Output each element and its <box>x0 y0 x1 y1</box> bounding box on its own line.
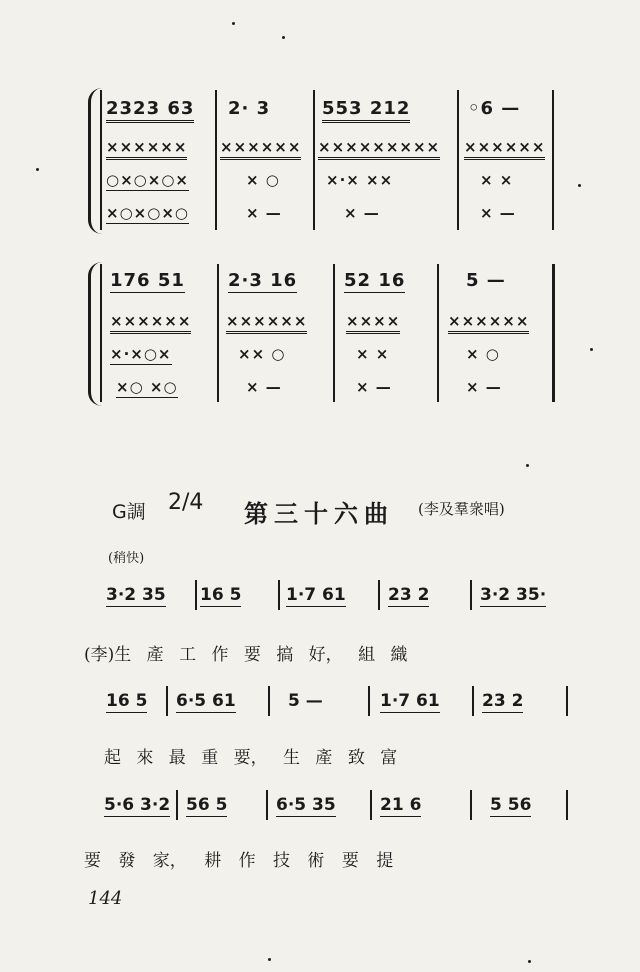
l2-bar-2 <box>268 686 270 716</box>
system1-start-bar <box>100 90 102 230</box>
l3-n5: 5 56 <box>490 795 532 815</box>
key-signature: G調 <box>112 501 146 523</box>
l3-n2: 56 5 <box>186 795 228 815</box>
s2-p1-4: ×××××× <box>448 312 529 334</box>
l2-bar-3 <box>368 686 370 716</box>
l3-lyrics: 要 發 家， 耕 作 技 術 要 提 <box>84 851 394 871</box>
l2-n1: 16 5 <box>106 691 148 711</box>
s2-p2-4: × ○ <box>466 345 500 363</box>
s1-p3-4: × — <box>480 204 516 222</box>
l2-n4: 1·7 61 <box>380 691 440 711</box>
system2-bar-2 <box>333 264 335 402</box>
s1-p2-3: ×·× ×× <box>326 171 394 189</box>
s1-p1-2: ×××××× <box>220 138 301 160</box>
s2-m2: 2·3 16 <box>228 270 298 291</box>
s2-p2-1: ×·×○× <box>110 345 172 363</box>
l3-bar-2 <box>266 790 268 820</box>
scan-speck <box>578 184 581 187</box>
system2-bar-1 <box>217 264 219 402</box>
l3-n1: 5·6 3·2 <box>104 795 171 815</box>
time-signature: 2/4 <box>168 490 204 515</box>
system1-bar-1 <box>215 90 217 230</box>
s2-p2-2: ×× ○ <box>238 345 286 363</box>
system2-end-bar <box>552 264 555 402</box>
s2-p1-3: ×××× <box>346 312 400 334</box>
s1-p1-4: ×××××× <box>464 138 545 160</box>
s1-p2-1: ○×○×○× <box>106 171 189 189</box>
scan-speck <box>282 36 285 39</box>
tempo-marking: (稍快) <box>108 551 145 566</box>
system1-bar-2 <box>313 90 315 230</box>
s1-p1-3: ××××××××× <box>318 138 440 160</box>
s1-m1: 2323 63 <box>106 98 194 123</box>
l2-n5: 23 2 <box>482 691 524 711</box>
system2-start-bar <box>100 264 102 402</box>
s2-m3: 52 16 <box>344 270 406 291</box>
scan-speck <box>590 348 593 351</box>
s1-p3-1: ×○×○×○ <box>106 204 189 222</box>
system2-brace <box>88 262 105 406</box>
l2-bar-4 <box>472 686 474 716</box>
s1-p3-3: × — <box>344 204 380 222</box>
l1-bar-4 <box>470 580 472 610</box>
scan-speck <box>232 22 235 25</box>
system1-bar-3 <box>457 90 459 230</box>
l3-bar-5 <box>566 790 568 820</box>
s2-p3-3: × — <box>356 378 392 396</box>
s2-p1-2: ×××××× <box>226 312 307 334</box>
l1-n3: 1·7 61 <box>286 585 346 605</box>
scan-speck <box>526 464 529 467</box>
l1-bar-3 <box>378 580 380 610</box>
l3-bar-4 <box>470 790 472 820</box>
l1-n4: 23 2 <box>388 585 430 605</box>
l2-n3: 5 — <box>288 691 323 711</box>
l2-bar-1 <box>166 686 168 716</box>
s2-p3-4: × — <box>466 378 502 396</box>
s1-m3: 553 212 <box>322 98 410 123</box>
system1-end-bar <box>552 90 554 230</box>
l2-lyrics: 起 來 最 重 要， 生 產 致 富 <box>104 748 398 768</box>
s2-m4: 5 — <box>466 270 506 291</box>
l1-n2: 16 5 <box>200 585 242 605</box>
l1-n5: 3·2 35· <box>480 585 547 605</box>
s1-p2-4: × × <box>480 171 514 189</box>
s1-m2: 2· 3 <box>228 98 271 119</box>
s1-p1-1: ×××××× <box>106 138 187 160</box>
system1-brace <box>88 88 105 234</box>
s1-m4: ◦6 — <box>468 98 521 119</box>
scan-speck <box>528 960 531 963</box>
song-title: 第三十六曲 <box>244 499 394 528</box>
s2-p1-1: ×××××× <box>110 312 191 334</box>
l3-bar-3 <box>370 790 372 820</box>
l2-n2: 6·5 61 <box>176 691 236 711</box>
l1-lyrics: (李)生 產 工 作 要 搞 好， 組 織 <box>84 645 408 665</box>
s2-p3-1: ×○ ×○ <box>116 378 178 396</box>
l3-bar-1 <box>176 790 178 820</box>
l3-n4: 21 6 <box>380 795 422 815</box>
scan-speck <box>268 958 271 961</box>
s1-p2-2: × ○ <box>246 171 280 189</box>
system2-bar-3 <box>437 264 439 402</box>
scan-speck <box>36 168 39 171</box>
page-number: 144 <box>88 888 123 909</box>
s2-p3-2: × — <box>246 378 282 396</box>
l1-bar-1 <box>195 580 197 610</box>
l1-n1: 3·2 35 <box>106 585 166 605</box>
l2-bar-5 <box>566 686 568 716</box>
s1-p3-2: × — <box>246 204 282 222</box>
l3-n3: 6·5 35 <box>276 795 336 815</box>
s2-p2-3: × × <box>356 345 390 363</box>
song-credit: (李及羣衆唱) <box>418 500 505 518</box>
s2-m1: 176 51 <box>110 270 185 291</box>
l1-bar-2 <box>278 580 280 610</box>
